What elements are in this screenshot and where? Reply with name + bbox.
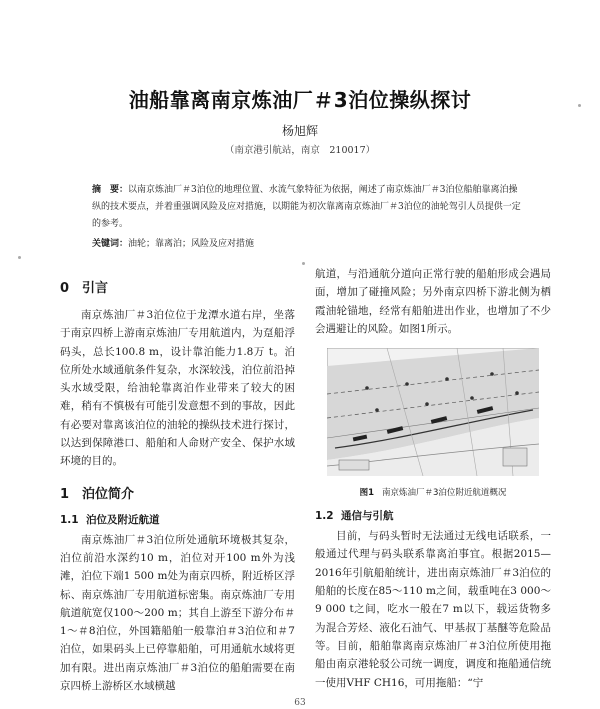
abstract-label: 摘 要： [92, 185, 129, 195]
abstract-text: 以南京炼油厂＃3泊位的地理位置、水流气象特征为依据，阐述了南京炼油厂＃3泊位船舶靠离泊操纵的技术要点，并着重强调风险及应对措施，以期能为初次靠离南京炼油厂＃3泊位的油轮驾引人员提供一定的参考。 [92, 185, 521, 229]
scan-speck [302, 262, 305, 265]
abstract [92, 182, 522, 233]
figure-1-label: 图1 [359, 488, 374, 499]
subsection-1-2-number: 1.2 [315, 510, 334, 523]
subsection-1-1-heading [60, 512, 295, 527]
intro-paragraph: 南京炼油厂＃3泊位位于龙潭水道右岸，坐落于南京四桥上游南京炼油厂专用航道内，为趸船浮码头，总长100.8 m，设计靠泊能力1.8万 t。泊位所处水域通航条件复杂，水深较浅，泊位前沿掉头水域受限，给油轮靠离泊作业带来了较大的困难，稍有不慎极有可能引发意想不到的事故，因此有必要对靠离该泊位的油轮的操纵技术进行探讨，以达到保障港口、船舶和人命财产安全、保护水域环境的目的。 [60, 309, 295, 468]
paper-title: 油船靠离南京炼油厂＃3泊位操纵探讨 [128, 88, 472, 112]
section-0-number: 0 [60, 281, 70, 296]
scan-speck [578, 104, 581, 107]
subsection-1-1-number: 1.1 [60, 513, 79, 526]
continued-paragraph: 航道，与沿通航分道向正常行驶的船舶形成会遇局面，增加了碰撞风险；另外南京四桥下游北侧为栖霞油轮锚地，经常有船舶进出作业，也增加了不少会遇避让的风险。如图1所示。 [315, 268, 551, 335]
section-0-title: 引言 [82, 281, 109, 296]
subsection-1-2-title: 通信与引航 [341, 510, 394, 523]
author-affiliation: （南京港引航站，南京 210017） [224, 145, 376, 156]
berth-paragraph: 南京炼油厂＃3泊位所处通航环境极其复杂，泊位前沿水深约10 m，泊位对开100 m外为浅滩，泊位下端1 500 m处为南京四桥，附近桥区浮标、南京炼油厂专用航道标密集。南京炼油厂专用航道航宽仅100～200 m；其自上游至下游分布＃1～＃8泊位，外国籍船舶一般靠泊＃3泊位和＃7泊位，如果码头上已停靠船舶，可用通航水域将更加有限。进出南京炼油厂＃3泊位的船舶需要在南京四桥上游桥区水域横越 [60, 533, 295, 693]
section-0-heading [60, 277, 295, 296]
author-name: 杨旭辉 [281, 124, 318, 138]
section-1-title: 泊位简介 [82, 486, 135, 502]
figure-1-caption-text: 南京炼油厂＃3泊位附近航道概况 [382, 488, 507, 499]
keywords-label: 关键词： [92, 239, 129, 249]
right-column [315, 265, 551, 692]
subsection-1-2-heading [315, 508, 551, 523]
left-column [60, 265, 295, 695]
scan-speck [18, 256, 21, 259]
channel-map-image [327, 348, 539, 476]
section-1-number: 1 [60, 486, 70, 502]
figure-1 [327, 348, 539, 498]
page-number: 63 [294, 698, 306, 708]
keywords [92, 236, 522, 253]
figure-1-caption [315, 486, 551, 498]
subsection-1-1-title: 泊位及附近航道 [86, 513, 160, 526]
keywords-text: 油轮；靠离泊；风险及应对措施 [128, 239, 255, 249]
communication-paragraph: 目前，与码头暂时无法通过无线电话联系，一般通过代理与码头联系靠离泊事宜。根据2015—2016年引航船舶统计，进出南京炼油厂＃3泊位的船舶的长度在85～110 m之间，载重吨在3 000～9 000 t之间，吃水一般在7 m以下，载运货物多为混合芳烃、液化石油气、甲基叔丁基醚等危险品等。目前，船舶靠离南京炼油厂＃3泊位所使用拖船由南京港轮驳公司统一调度，调度和拖船通信统一使用VHF CH16，可用拖船：“宁 [315, 530, 551, 689]
section-1-heading [60, 483, 295, 502]
